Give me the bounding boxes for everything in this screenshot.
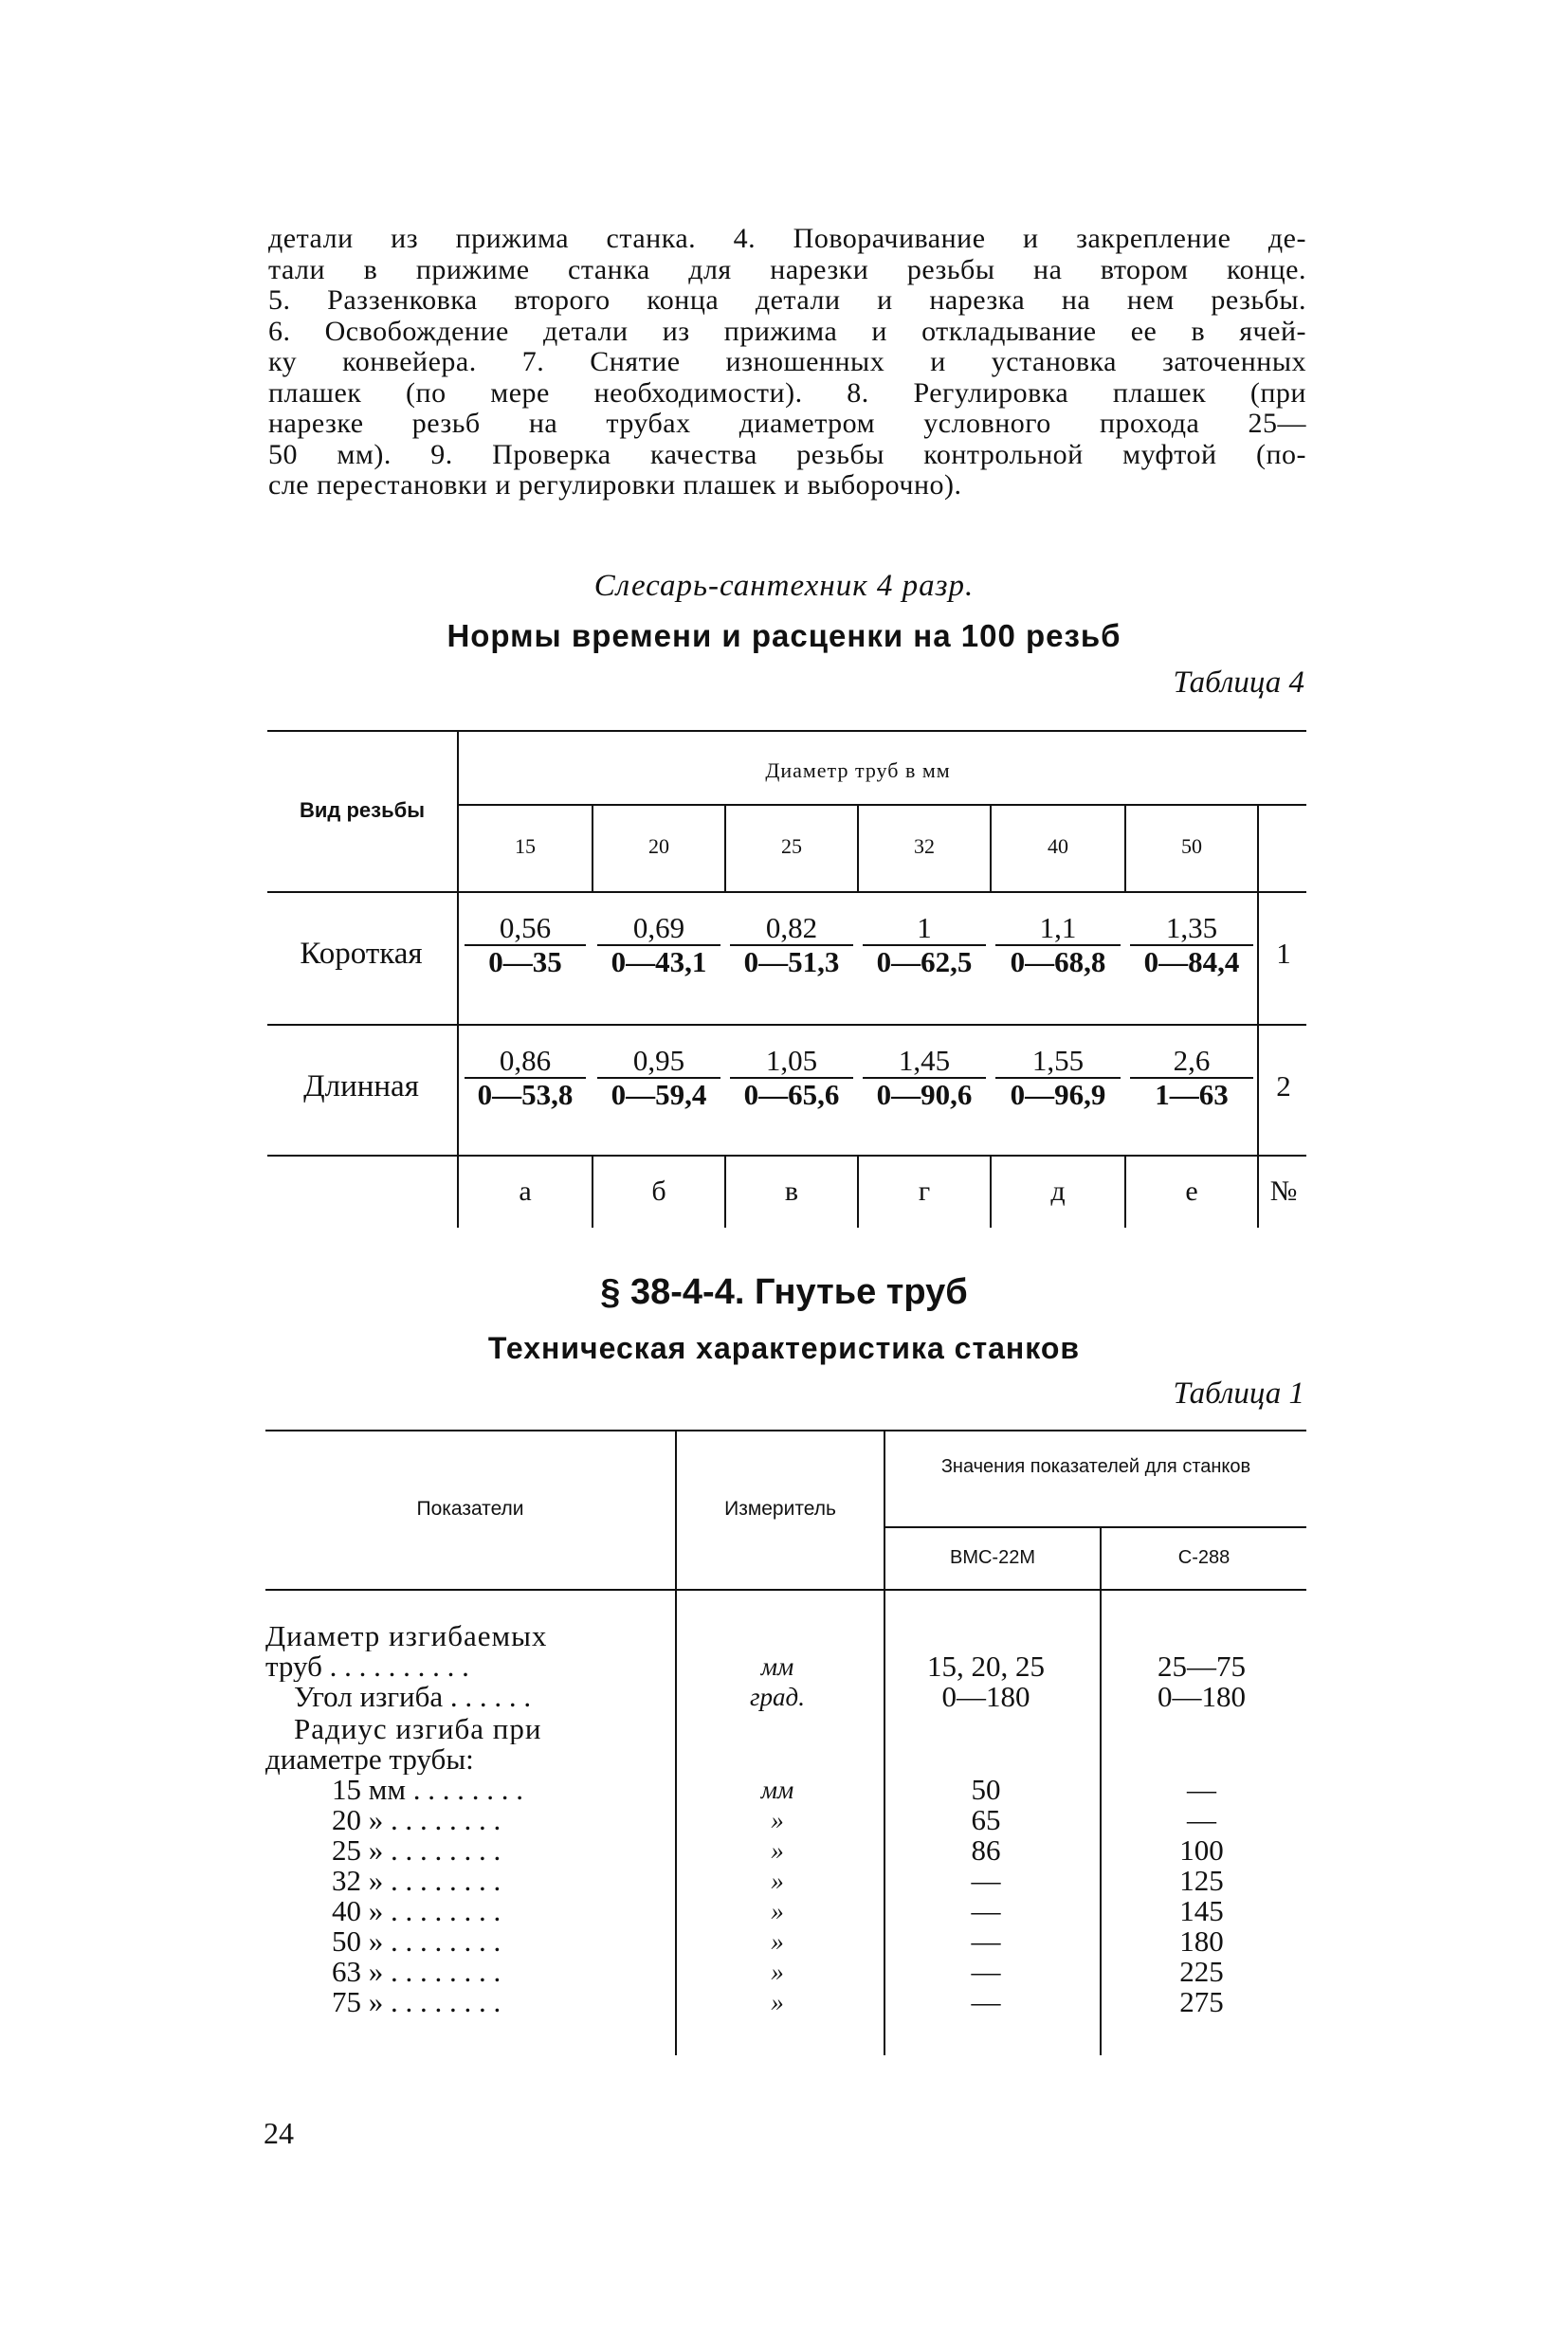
- norm-value: 0,86: [499, 1044, 552, 1077]
- row-value-2: 225: [1179, 1955, 1224, 1988]
- rate-value: 0—65,6: [730, 1077, 853, 1111]
- table-row: [0, 1866, 1568, 1896]
- diameter-header: 20: [648, 834, 669, 858]
- column-letter: д: [1050, 1176, 1066, 1207]
- table1-label: Таблица 1: [1173, 1377, 1304, 1411]
- row-label: 20 » . . . . . . . .: [332, 1805, 501, 1835]
- machine-header: ВМС-22М: [949, 1547, 1035, 1568]
- intro-line: тали в прижиме станка для нарезки резьбы на втором конце.: [268, 253, 1306, 285]
- row-value-1: —: [971, 1864, 1001, 1897]
- table1-values-header: Значения показателей для станков: [940, 1456, 1251, 1477]
- row-unit: мм: [760, 1652, 794, 1681]
- rate-value: 0—35: [465, 944, 586, 978]
- norm-value: 1,35: [1165, 911, 1218, 944]
- table-row: [0, 1987, 1568, 2017]
- intro-line: 6. Освобождение детали из прижима и откладывание ее в ячей-: [268, 315, 1306, 347]
- intro-line: плашек (по мере необходимости). 8. Регулировка плашек (при: [268, 376, 1306, 409]
- row-unit: »: [771, 1988, 784, 2016]
- row-value-1: —: [971, 1985, 1001, 2018]
- intro-line: 5. Раззенковка второго конца детали и нарезка на нем резьбы.: [268, 284, 1306, 316]
- page-number: 24: [264, 2116, 294, 2150]
- tech-title: Техническая характеристика станков: [487, 1331, 1081, 1365]
- row-label: Радиус изгиба при: [294, 1714, 542, 1744]
- row-label: диаметре трубы:: [265, 1744, 474, 1775]
- rate-value: 0—53,8: [465, 1077, 586, 1111]
- table4-cell: [597, 912, 720, 978]
- row-label: Диаметр изгибаемых: [265, 1621, 548, 1651]
- column-letter: в: [784, 1176, 799, 1207]
- row-value-1: —: [971, 1955, 1001, 1988]
- table4-row-rule: [267, 1155, 1306, 1157]
- norm-value: 2,6: [1173, 1044, 1211, 1077]
- table-row: [0, 1651, 1568, 1682]
- table-row: [0, 1744, 1568, 1775]
- table-row: [0, 1621, 1568, 1651]
- intro-line: сле перестановки и регулировки плашек и выборочно).: [268, 469, 962, 501]
- row-unit: »: [771, 1897, 784, 1925]
- table4-cell: [1130, 1045, 1253, 1111]
- diameter-header: 40: [1048, 834, 1068, 858]
- column-letter: г: [918, 1176, 931, 1207]
- norm-value: 1,1: [1039, 911, 1077, 944]
- rate-value: 0—59,4: [597, 1077, 720, 1111]
- intro-line: нарезке резьб на трубах диаметром условного прохода 25—: [268, 408, 1306, 439]
- column-letter: а: [519, 1176, 532, 1207]
- rate-value: 0—68,8: [995, 944, 1121, 978]
- row-value-1: 15, 20, 25: [927, 1650, 1045, 1683]
- row-value-1: 86: [971, 1833, 1001, 1867]
- table-row: [0, 1896, 1568, 1926]
- row-value-1: —: [971, 1924, 1001, 1958]
- row-value-2: —: [1187, 1773, 1216, 1806]
- table4-cell: [995, 912, 1121, 978]
- row-label: 75 » . . . . . . . .: [332, 1987, 501, 2017]
- column-letter: е: [1185, 1176, 1198, 1207]
- row-value-2: 25—75: [1158, 1650, 1246, 1683]
- table1-group-rule: [884, 1526, 1306, 1528]
- column-letter: б: [651, 1176, 666, 1207]
- row-value-1: —: [971, 1894, 1001, 1927]
- table4-vline: [1257, 891, 1259, 1228]
- table4-label: Таблица 4: [1173, 665, 1304, 700]
- diameter-header: 25: [781, 834, 802, 858]
- table4-group-header: Диаметр труб в мм: [765, 758, 951, 782]
- table4-cell: [465, 1045, 586, 1111]
- table-row: [0, 1805, 1568, 1835]
- row-value-2: 100: [1179, 1833, 1224, 1867]
- rate-value: 0—84,4: [1130, 944, 1253, 978]
- row-unit: мм: [760, 1776, 794, 1804]
- intro-paragraph: [268, 224, 1306, 501]
- row-label: 25 » . . . . . . . .: [332, 1835, 501, 1866]
- table-row: [0, 1682, 1568, 1712]
- table4-row-rule: [267, 1024, 1306, 1026]
- row-label: 50 » . . . . . . . .: [332, 1926, 501, 1957]
- row-unit: »: [771, 1836, 784, 1865]
- row-value-2: 180: [1179, 1924, 1224, 1958]
- table4-group-rule: [457, 804, 1306, 806]
- intro-line: ку конвейера. 7. Снятие изношенных и установка заточенных: [268, 346, 1306, 377]
- rate-value: 0—62,5: [863, 944, 986, 978]
- diameter-header: 32: [914, 834, 935, 858]
- norm-value: 1: [917, 911, 932, 944]
- row-label: Угол изгиба . . . . . .: [294, 1682, 532, 1712]
- row-unit: »: [771, 1806, 784, 1834]
- table4-vline: [457, 730, 459, 1228]
- intro-line: 50 мм). 9. Проверка качества резьбы контрольной муфтой (по-: [268, 438, 1306, 470]
- section-title: § 38-4-4. Гнутье труб: [600, 1272, 968, 1312]
- table4-top-rule: [267, 730, 1306, 732]
- row-value-1: 65: [971, 1803, 1001, 1836]
- norm-value: 0,69: [632, 911, 685, 944]
- table-row: [0, 1835, 1568, 1866]
- row-value-2: —: [1187, 1803, 1216, 1836]
- table4-cell: [730, 1045, 853, 1111]
- thread-type-label: Длинная: [303, 1069, 419, 1103]
- row-value-1: 0—180: [941, 1680, 1030, 1713]
- table4-col-header: Вид резьбы: [300, 798, 425, 822]
- table1-top-rule: [265, 1430, 1306, 1431]
- machine-header: С-288: [1177, 1547, 1231, 1568]
- row-value-2: 275: [1179, 1985, 1224, 2018]
- row-value-2: 125: [1179, 1864, 1224, 1897]
- rate-value: 0—43,1: [597, 944, 720, 978]
- norm-value: 1,45: [898, 1044, 951, 1077]
- table1-header-rule: [265, 1589, 1306, 1591]
- norm-value: 1,55: [1031, 1044, 1085, 1077]
- table4-cell: [1130, 912, 1253, 978]
- row-label: 15 мм . . . . . . . .: [332, 1775, 523, 1805]
- rate-value: 0—51,3: [730, 944, 853, 978]
- table4-header-rule: [267, 891, 1306, 893]
- table4-cell: [995, 1045, 1121, 1111]
- row-unit: »: [771, 1927, 784, 1956]
- norm-value: 0,82: [765, 911, 818, 944]
- table4-cell: [730, 912, 853, 978]
- row-value-2: 145: [1179, 1894, 1224, 1927]
- intro-line: детали из прижима станка. 4. Поворачивание и закрепление де-: [268, 223, 1306, 254]
- row-unit: град.: [750, 1683, 805, 1711]
- rate-value: 0—96,9: [995, 1077, 1121, 1111]
- row-label: 32 » . . . . . . . .: [332, 1866, 501, 1896]
- row-number: 2: [1276, 1069, 1291, 1103]
- row-number: 1: [1276, 937, 1291, 970]
- diameter-header: 15: [515, 834, 536, 858]
- rate-value: 1—63: [1130, 1077, 1253, 1111]
- table4-cell: [465, 912, 586, 978]
- norm-value: 1,05: [765, 1044, 818, 1077]
- diameter-header: 50: [1181, 834, 1202, 858]
- worker-title: Слесарь-сантехник 4 разр.: [593, 569, 975, 603]
- row-label: 63 » . . . . . . . .: [332, 1957, 501, 1987]
- row-label: 40 » . . . . . . . .: [332, 1896, 501, 1926]
- number-sign: №: [1269, 1176, 1298, 1207]
- table4-cell: [597, 1045, 720, 1111]
- table-row: [0, 1926, 1568, 1957]
- row-unit: »: [771, 1958, 784, 1986]
- table-row: [0, 1775, 1568, 1805]
- table4-cell: [863, 1045, 986, 1111]
- table-row: [0, 1957, 1568, 1987]
- row-label: труб . . . . . . . . . .: [265, 1651, 469, 1682]
- row-value-1: 50: [971, 1773, 1001, 1806]
- row-value-2: 0—180: [1158, 1680, 1246, 1713]
- table4-cell: [863, 912, 986, 978]
- table1-indicators-header: Показатели: [416, 1498, 524, 1520]
- row-unit: »: [771, 1867, 784, 1895]
- table4-vline: [1257, 806, 1259, 891]
- norm-value: 0,56: [499, 911, 552, 944]
- norm-value: 0,95: [632, 1044, 685, 1077]
- rate-value: 0—90,6: [863, 1077, 986, 1111]
- table-row: [0, 1714, 1568, 1744]
- thread-type-label: Короткая: [300, 937, 423, 971]
- norms-title: Нормы времени и расценки на 100 резьб: [447, 618, 1121, 653]
- table1-units-header: Измеритель: [724, 1498, 836, 1520]
